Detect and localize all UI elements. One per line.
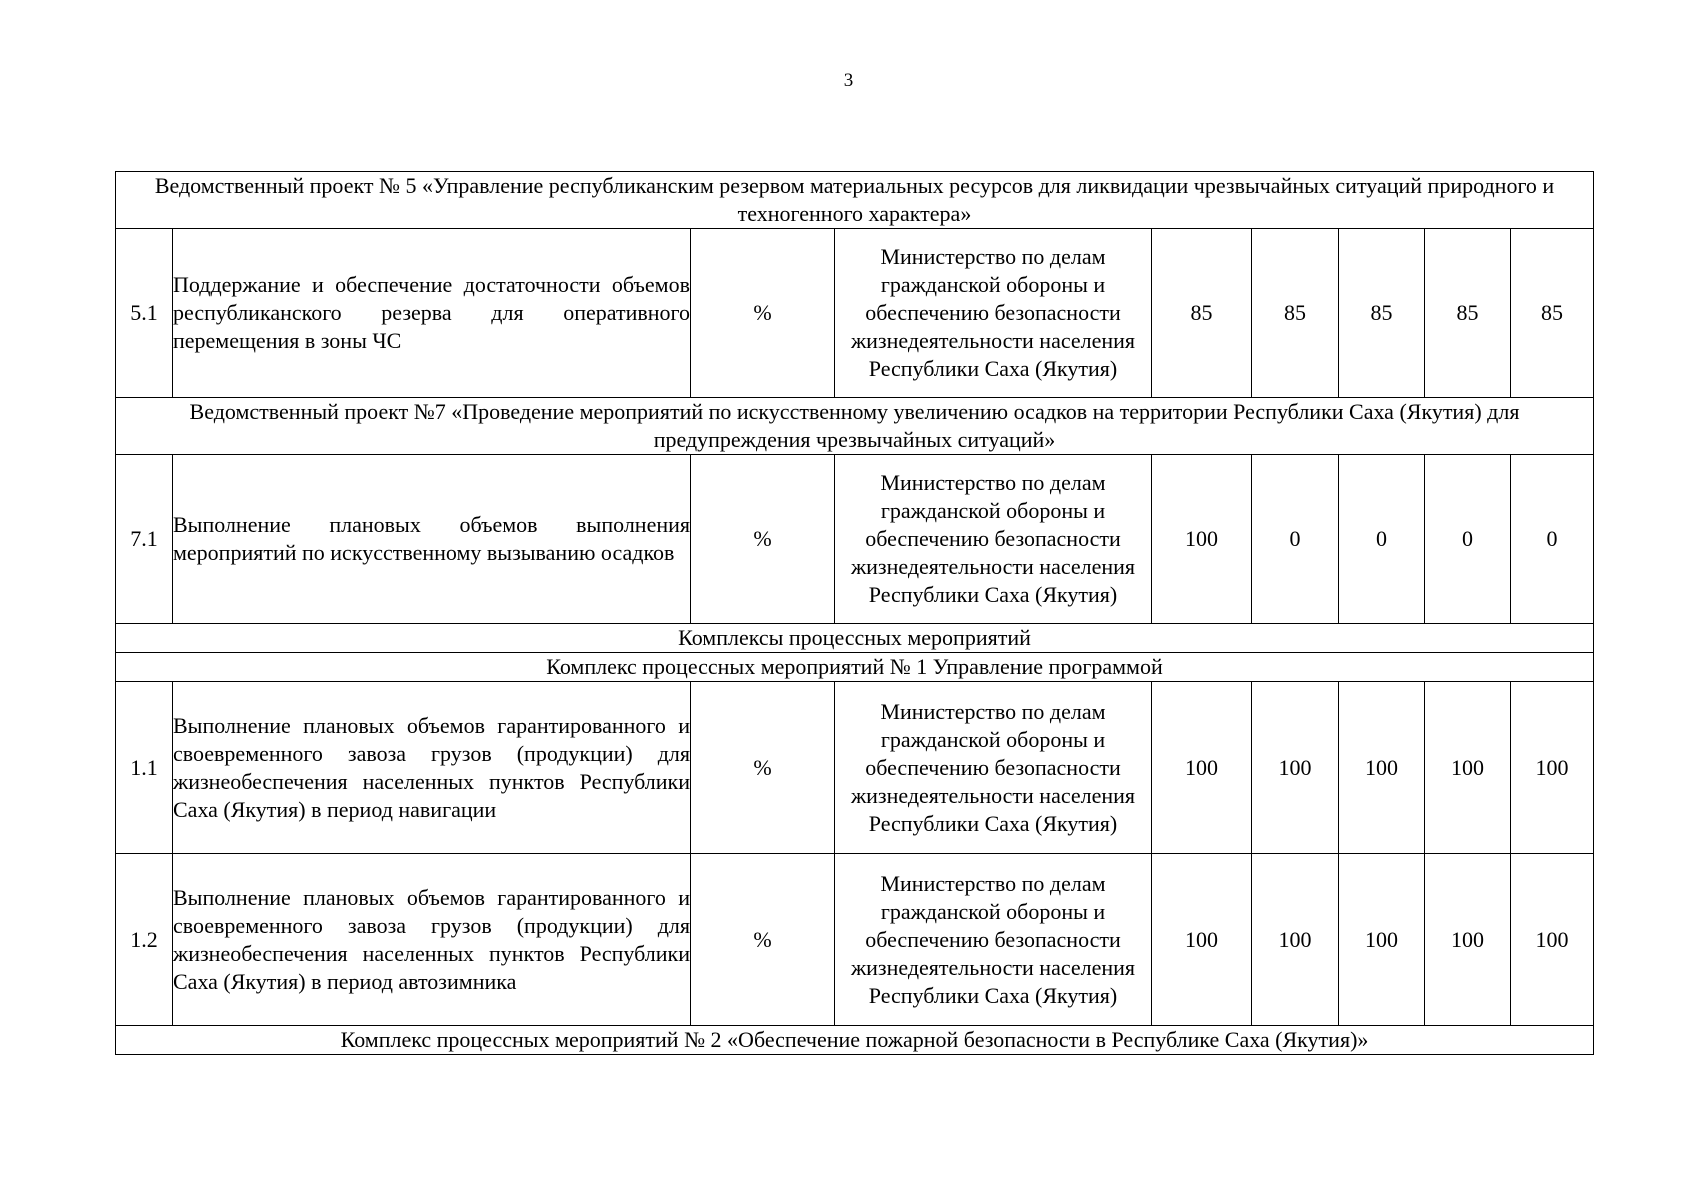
table-row bbox=[116, 682, 1594, 854]
value-cell: 85 bbox=[1339, 229, 1425, 398]
section-row bbox=[116, 624, 1594, 653]
value-cell: 0 bbox=[1339, 455, 1425, 624]
value-cell: 85 bbox=[1511, 229, 1594, 398]
value-cell: 100 bbox=[1152, 854, 1252, 1026]
value-cell: 100 bbox=[1425, 682, 1511, 854]
value-cell: 100 bbox=[1252, 682, 1339, 854]
value-cell: 85 bbox=[1252, 229, 1339, 398]
value-cell: 100 bbox=[1152, 682, 1252, 854]
section-title: Комплекс процессных мероприятий № 2 «Обеспечение пожарной безопасности в Республике Саха (Якутия)» bbox=[116, 1026, 1594, 1055]
section-title: Ведомственный проект №7 «Проведение мероприятий по искусственному увеличению осадков на территории Республики Саха (Якутия) для предупреждения чрезвычайных ситуаций» bbox=[116, 398, 1594, 455]
responsible-cell: Министерство по делам гражданской обороны и обеспечению безопасности жизнедеятельности населения Республики Саха (Якутия) bbox=[835, 229, 1152, 398]
section-title: Ведомственный проект № 5 «Управление республиканским резервом материальных ресурсов для ликвидации чрезвычайных ситуаций природного и техногенного характера» bbox=[116, 172, 1594, 229]
unit-cell: % bbox=[691, 229, 835, 398]
value-cell: 100 bbox=[1252, 854, 1339, 1026]
value-cell: 85 bbox=[1425, 229, 1511, 398]
section-row bbox=[116, 1026, 1594, 1055]
unit-cell: % bbox=[691, 682, 835, 854]
section-row bbox=[116, 653, 1594, 682]
table-row bbox=[116, 229, 1594, 398]
value-cell: 0 bbox=[1252, 455, 1339, 624]
indicator-description: Выполнение плановых объемов гарантированного и своевременного завоза грузов (продукции) для жизнеобеспечения населенных пунктов Республики Саха (Якутия) в период автозимника bbox=[173, 854, 691, 1026]
indicators-table bbox=[115, 171, 1594, 1055]
value-cell: 0 bbox=[1511, 455, 1594, 624]
value-cell: 100 bbox=[1339, 682, 1425, 854]
indicator-description: Выполнение плановых объемов выполнения мероприятий по искусственному вызыванию осадков bbox=[173, 455, 691, 624]
row-number: 5.1 bbox=[116, 229, 173, 398]
unit-cell: % bbox=[691, 455, 835, 624]
value-cell: 100 bbox=[1425, 854, 1511, 1026]
row-number: 1.1 bbox=[116, 682, 173, 854]
unit-cell: % bbox=[691, 854, 835, 1026]
value-cell: 100 bbox=[1511, 682, 1594, 854]
value-cell: 85 bbox=[1152, 229, 1252, 398]
value-cell: 100 bbox=[1152, 455, 1252, 624]
value-cell: 100 bbox=[1339, 854, 1425, 1026]
indicator-description: Выполнение плановых объемов гарантированного и своевременного завоза грузов (продукции) для жизнеобеспечения населенных пунктов Республики Саха (Якутия) в период навигации bbox=[173, 682, 691, 854]
value-cell: 0 bbox=[1425, 455, 1511, 624]
responsible-cell: Министерство по делам гражданской обороны и обеспечению безопасности жизнедеятельности населения Республики Саха (Якутия) bbox=[835, 455, 1152, 624]
page-number: 3 bbox=[843, 70, 854, 91]
row-number: 7.1 bbox=[116, 455, 173, 624]
section-title: Комплексы процессных мероприятий bbox=[116, 624, 1594, 653]
table-row bbox=[116, 455, 1594, 624]
responsible-cell: Министерство по делам гражданской обороны и обеспечению безопасности жизнедеятельности населения Республики Саха (Якутия) bbox=[835, 682, 1152, 854]
indicator-description: Поддержание и обеспечение достаточности объемов республиканского резерва для оперативного перемещения в зоны ЧС bbox=[173, 229, 691, 398]
value-cell: 100 bbox=[1511, 854, 1594, 1026]
section-title: Комплекс процессных мероприятий № 1 Управление программой bbox=[116, 653, 1594, 682]
row-number: 1.2 bbox=[116, 854, 173, 1026]
table-row bbox=[116, 854, 1594, 1026]
responsible-cell: Министерство по делам гражданской обороны и обеспечению безопасности жизнедеятельности населения Республики Саха (Якутия) bbox=[835, 854, 1152, 1026]
section-row bbox=[116, 398, 1594, 455]
section-row bbox=[116, 172, 1594, 229]
